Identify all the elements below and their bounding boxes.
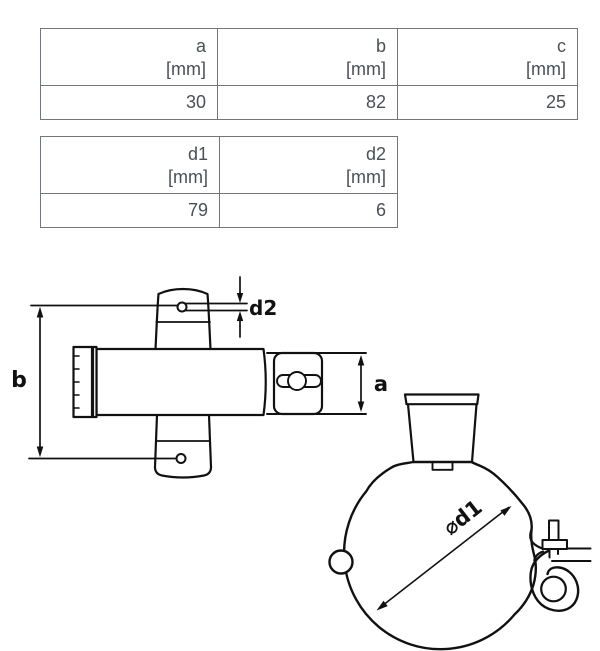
column-unit: [mm] <box>346 59 386 79</box>
dimensions-table-d1d2 <box>40 136 398 228</box>
value-cell-a: 30 <box>41 86 218 120</box>
bottom-ear-hole <box>177 454 186 463</box>
left-ring <box>330 551 353 574</box>
column-label: b <box>375 36 386 56</box>
socket-neck-left-side <box>408 404 414 462</box>
top-ear-outline <box>156 289 211 349</box>
value-cell-c: 25 <box>398 86 578 120</box>
table-header-row <box>41 29 578 86</box>
header-cell-d2 <box>220 137 398 194</box>
table-value-row <box>41 86 578 120</box>
front-view <box>330 395 591 650</box>
bottom-ear-outline <box>155 415 211 478</box>
dimension-d1-label: ⌀d1 <box>438 495 487 540</box>
table-header-row <box>41 137 398 194</box>
tube-body <box>97 349 266 415</box>
bolt-nut <box>543 540 568 549</box>
clamp-ring-outline <box>344 462 536 649</box>
column-unit: [mm] <box>346 167 386 187</box>
dimension-b-label: b <box>11 368 27 393</box>
socket-neck-right-side <box>472 404 477 462</box>
dimensions-table-abc <box>40 28 578 120</box>
value-cell-d1: 79 <box>41 194 220 228</box>
column-label: d2 <box>365 144 386 164</box>
column-label: c <box>557 36 566 56</box>
header-cell-b <box>218 29 398 86</box>
table-value-row <box>41 194 398 228</box>
technical-drawing <box>0 250 600 651</box>
header-cell-a <box>41 29 218 86</box>
column-label: a <box>195 36 206 56</box>
socket-neck-top-band <box>405 395 479 405</box>
bolt-shaft <box>549 521 559 541</box>
dimension-a <box>358 355 365 412</box>
value-cell-d2: 6 <box>220 194 398 228</box>
dimension-d2-label: d2 <box>249 296 278 320</box>
toggle-pivot <box>288 372 306 390</box>
dimension-a-label: a <box>373 372 389 396</box>
side-view <box>11 277 388 478</box>
column-unit: [mm] <box>168 167 208 187</box>
header-cell-d1 <box>41 137 220 194</box>
header-cell-c <box>398 29 578 86</box>
column-unit: [mm] <box>526 59 566 79</box>
value-cell-b: 82 <box>218 86 398 120</box>
eye-loop-inner <box>541 577 566 602</box>
column-unit: [mm] <box>166 59 206 79</box>
top-ear-hole <box>178 303 187 312</box>
column-label: d1 <box>187 144 208 164</box>
